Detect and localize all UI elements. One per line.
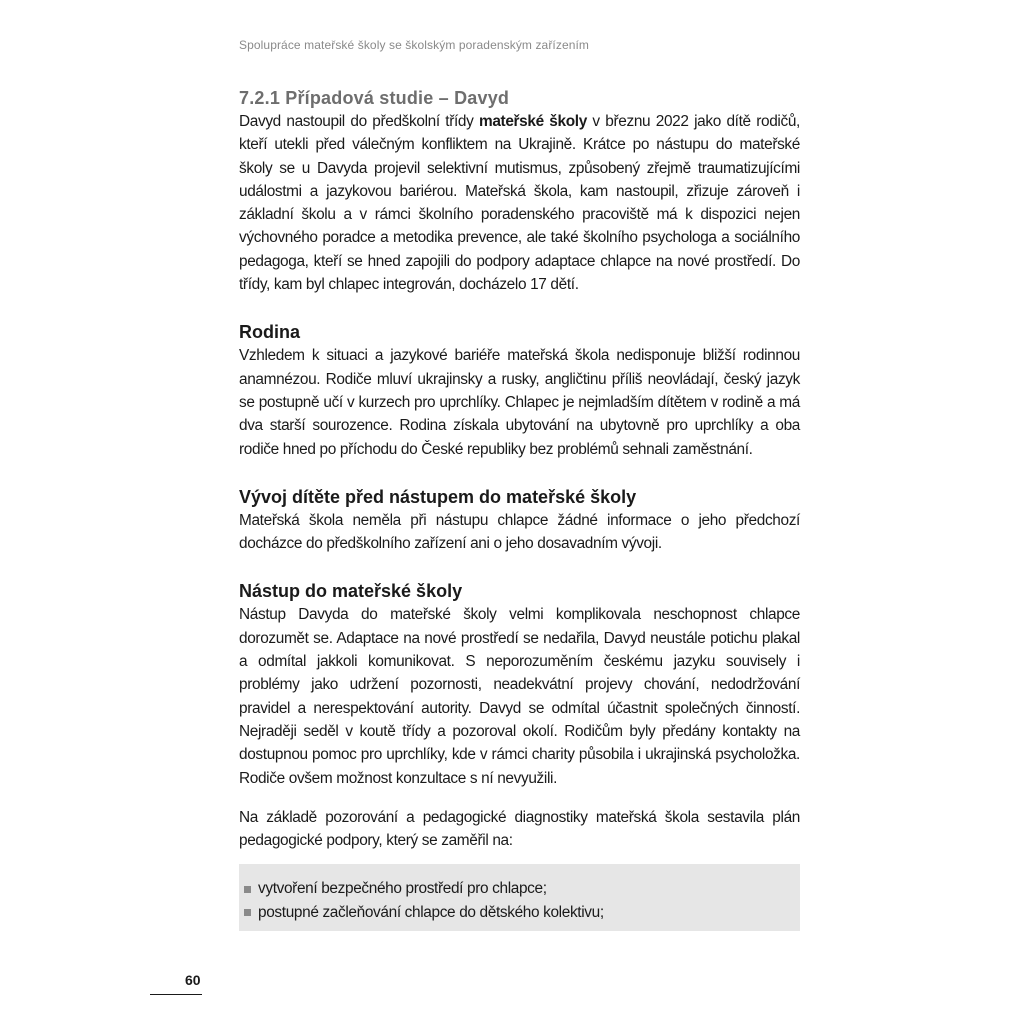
list-item bbox=[244, 877, 800, 900]
family-heading: Rodina bbox=[239, 322, 300, 343]
list-item-label: postupné začleňování chlapce do dětského kolektivu; bbox=[258, 903, 604, 921]
list-item bbox=[244, 901, 800, 924]
list-item-label: vytvoření bezpečného prostředí pro chlapce; bbox=[258, 880, 547, 898]
page-content bbox=[239, 86, 800, 931]
support-plan-intro: Na základě pozorování a pedagogické diagnostiky mateřská škola sestavila plán pedagogické podpory, který se zaměřil na: bbox=[239, 808, 800, 850]
family-text: Vzhledem k situaci a jazykové bariéře mateřská škola nedisponuje bližší rodinnou anamnézou. Rodiče mluví ukrajinsky a rusky, angličtinu příliš neovládají, český jazyk se postupně učí v kurzech pro uprchlíky. Chlapec je nejmladším dítětem v rodině a má dva starší sourozence. Rodina získala ubytování na ubytovně pro uprchlíky a oba rodiče hned po příchodu do České republiky bez problémů sehnali zaměstnání. bbox=[239, 347, 800, 458]
intro-bold-term: mateřské školy bbox=[479, 113, 587, 130]
running-header: Spolupráce mateřské školy se školským poradenským zařízením bbox=[239, 38, 590, 52]
support-plan-list bbox=[239, 864, 800, 931]
development-text: Mateřská škola neměla při nástupu chlapce žádné informace o jeho předchozí docházce do předškolního zařízení ani o jeho dosavadním vývoji. bbox=[239, 511, 800, 553]
intro-text-rest: v březnu 2022 jako dítě rodičů, kteří utekli před válečným konfliktem na Ukrajině. Krátce po nástupu do mateřské školy se u Davyda projevil selektivní mutismus, způsobený zřejmě traumatizujícími událostmi a jazykovou bariérou. Mateřská škola, kam nastoupil, zřizuje zároveň i základní školu a v rámci školního poradenského pracoviště má k dispozici nejen výchovného poradce a metodika prevence, ale také školního psychologa a sociálního pedagoga, kteří se hned zapojili do podpory adaptace chlapce na nové prostředí. Do třídy, kam byl chlapec integrován, docházelo 17 dětí. bbox=[239, 113, 800, 294]
page-number-rule bbox=[150, 994, 202, 995]
case-study-heading: 7.2.1 Případová studie – Davyd bbox=[239, 88, 510, 108]
square-bullet-icon bbox=[244, 886, 251, 893]
intro-text-start: Davyd nastoupil do předškolní třídy bbox=[239, 113, 479, 130]
square-bullet-icon bbox=[244, 909, 251, 916]
enrollment-text: Nástup Davyda do mateřské školy velmi komplikovala neschopnost chlapce dorozumět se. Adaptace na nové prostředí se nedařila, Davyd neustále potichu plakal a odmítal jakkoli komunikovat. S neporozuměním českému jazyku souvisely i problémy jako udržení pozornosti, neadekvátní projevy chování, nedodržování pravidel a nerespektování autority. Davyd se odmítal účastnit společných činností. Nejraději seděl v koutě třídy a pozoroval okolí. Rodičům byly předány kontakty na dostupnou pomoc pro uprchlíky, kde v rámci charity působila i ukrajinská psycholožka. Rodiče ovšem možnost konzultace s ní nevyužili. bbox=[239, 606, 800, 787]
development-heading: Vývoj dítěte před nástupem do mateřské školy bbox=[239, 486, 637, 507]
enrollment-heading: Nástup do mateřské školy bbox=[239, 581, 463, 602]
page-number: 60 bbox=[185, 972, 201, 988]
case-study-intro bbox=[239, 110, 800, 296]
